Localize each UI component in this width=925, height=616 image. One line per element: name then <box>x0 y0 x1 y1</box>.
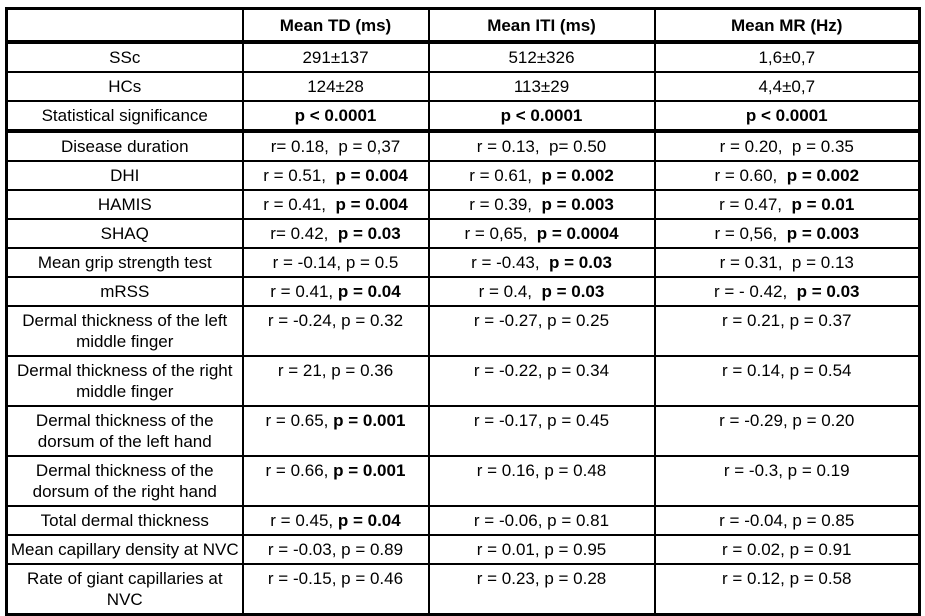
table-row <box>7 190 920 219</box>
value-cell <box>655 277 920 306</box>
table-row <box>7 506 920 535</box>
value-cell <box>243 72 429 101</box>
cell-text: r = 0.61, <box>469 166 542 185</box>
row-label: Disease duration <box>7 131 243 161</box>
value-cell <box>243 131 429 161</box>
cell-text: r = 0.23, p = 0.28 <box>476 569 607 588</box>
cell-text: r = 0.51, <box>263 166 336 185</box>
table-row <box>7 219 920 248</box>
table-row <box>7 406 920 456</box>
cell-text-bold: p < 0.0001 <box>294 106 377 125</box>
column-header: Mean ITI (ms) <box>429 9 655 43</box>
cell-text: r = -0.03, p = 0.89 <box>267 540 404 559</box>
cell-text: r = 0.60, <box>714 166 787 185</box>
cell-text-bold: p = 0.03 <box>337 224 401 243</box>
cell-text-bold: p = 0.004 <box>335 195 408 214</box>
cell-text: r = 0.41, <box>263 195 336 214</box>
row-label: Dermal thickness of the dorsum of the left hand <box>7 406 243 456</box>
value-cell <box>655 356 920 406</box>
value-cell <box>655 190 920 219</box>
cell-text-bold: p = 0.003 <box>786 224 860 243</box>
value-cell <box>655 535 920 564</box>
cell-text-bold: p = 0.004 <box>335 166 408 185</box>
value-cell <box>655 101 920 131</box>
cell-text-bold: p = 0.04 <box>337 282 401 301</box>
cell-text-bold: p < 0.0001 <box>500 106 583 125</box>
value-cell <box>243 101 429 131</box>
table-body <box>7 42 920 615</box>
row-label: mRSS <box>7 277 243 306</box>
value-cell <box>243 161 429 190</box>
cell-text: r = 0.02, p = 0.91 <box>722 540 852 559</box>
value-cell <box>655 306 920 356</box>
value-cell <box>655 161 920 190</box>
cell-text: r = 0.12, p = 0.58 <box>722 569 852 588</box>
column-header: Mean MR (Hz) <box>655 9 920 43</box>
row-label: SHAQ <box>7 219 243 248</box>
table-row <box>7 306 920 356</box>
value-cell <box>243 356 429 406</box>
value-cell <box>655 131 920 161</box>
value-cell <box>429 72 655 101</box>
cell-text: 291±137 <box>302 48 369 67</box>
cell-text-bold: p = 0.001 <box>333 411 406 430</box>
value-cell <box>429 161 655 190</box>
cell-text-bold: p = 0.0004 <box>536 224 619 243</box>
row-label: Mean capillary density at NVC <box>7 535 243 564</box>
cell-text: 512±326 <box>508 48 575 67</box>
cell-text: r = -0.27, p = 0.25 <box>473 311 610 330</box>
cell-text-bold: p = 0.01 <box>791 195 855 214</box>
table-header <box>7 9 920 43</box>
value-cell <box>243 219 429 248</box>
header-row <box>7 9 920 43</box>
cell-text: r = -0.3, p = 0.19 <box>723 461 850 480</box>
cell-text: r = 0.14, p = 0.54 <box>722 361 852 380</box>
cell-text-bold: p = 0.003 <box>541 195 614 214</box>
value-cell <box>429 190 655 219</box>
table-row <box>7 356 920 406</box>
cell-text: r = 0.16, p = 0.48 <box>476 461 607 480</box>
cell-text: r = -0.14, p = 0.5 <box>272 253 399 272</box>
cell-text: r = -0.24, p = 0.32 <box>267 311 404 330</box>
value-cell <box>243 456 429 506</box>
value-cell <box>243 406 429 456</box>
cell-text-bold: p = 0.03 <box>541 282 605 301</box>
value-cell <box>655 72 920 101</box>
table-row <box>7 131 920 161</box>
cell-text: r = 0.45, <box>270 511 338 530</box>
value-cell <box>243 190 429 219</box>
cell-text: r = -0.43, <box>471 253 550 272</box>
value-cell <box>655 456 920 506</box>
cell-text: r = 0,56, <box>714 224 787 243</box>
cell-text: r = 0.20, p = 0.35 <box>719 137 854 156</box>
row-label: Mean grip strength test <box>7 248 243 277</box>
row-label: Dermal thickness of the left middle finger <box>7 306 243 356</box>
cell-text: r = -0.17, p = 0.45 <box>473 411 610 430</box>
cell-text: r = -0.29, p = 0.20 <box>719 411 855 430</box>
cell-text: r = -0.15, p = 0.46 <box>267 569 404 588</box>
value-cell <box>655 506 920 535</box>
row-label: HCs <box>7 72 243 101</box>
cell-text: r= 0.18, p = 0,37 <box>270 137 401 156</box>
table-row <box>7 42 920 72</box>
value-cell <box>655 219 920 248</box>
value-cell <box>243 535 429 564</box>
cell-text: r = 0.41, <box>270 282 338 301</box>
cell-text: r= 0.42, <box>270 224 338 243</box>
value-cell <box>429 456 655 506</box>
cell-text: 113±29 <box>513 77 570 96</box>
cell-text-bold: p = 0.03 <box>796 282 860 301</box>
cell-text: r = -0.22, p = 0.34 <box>473 361 610 380</box>
cell-text: r = -0.06, p = 0.81 <box>473 511 610 530</box>
value-cell <box>243 42 429 72</box>
value-cell <box>243 564 429 615</box>
table-row <box>7 72 920 101</box>
table-row <box>7 564 920 615</box>
cell-text-bold: p = 0.002 <box>786 166 860 185</box>
cell-text: r = 0.65, <box>265 411 334 430</box>
row-label: SSc <box>7 42 243 72</box>
row-label: Statistical significance <box>7 101 243 131</box>
cell-text: r = - 0.42, <box>713 282 797 301</box>
row-label: DHI <box>7 161 243 190</box>
value-cell <box>429 506 655 535</box>
cell-text-bold: p = 0.002 <box>541 166 614 185</box>
value-cell <box>243 248 429 277</box>
cell-text: 124±28 <box>307 77 364 96</box>
cell-text: 1,6±0,7 <box>758 48 816 67</box>
cell-text: 4,4±0,7 <box>758 77 816 96</box>
row-label: Dermal thickness of the right middle finger <box>7 356 243 406</box>
table-row <box>7 535 920 564</box>
table-row <box>7 277 920 306</box>
cell-text: r = 0.4, <box>478 282 542 301</box>
value-cell <box>429 356 655 406</box>
cell-text: r = 0.13, p= 0.50 <box>476 137 607 156</box>
row-label: Dermal thickness of the dorsum of the right hand <box>7 456 243 506</box>
value-cell <box>429 535 655 564</box>
value-cell <box>429 42 655 72</box>
value-cell <box>429 306 655 356</box>
cell-text-bold: p < 0.0001 <box>745 106 828 125</box>
row-label: Rate of giant capillaries at NVC <box>7 564 243 615</box>
value-cell <box>429 219 655 248</box>
value-cell <box>243 277 429 306</box>
value-cell <box>429 248 655 277</box>
cell-text: r = 0.31, p = 0.13 <box>719 253 854 272</box>
value-cell <box>429 406 655 456</box>
cell-text: r = -0.04, p = 0.85 <box>719 511 855 530</box>
value-cell <box>243 306 429 356</box>
value-cell <box>243 506 429 535</box>
value-cell <box>655 248 920 277</box>
cell-text: r = 0,65, <box>464 224 537 243</box>
cell-text-bold: p = 0.03 <box>549 253 612 272</box>
cell-text: r = 0.21, p = 0.37 <box>722 311 852 330</box>
table-row <box>7 248 920 277</box>
table-row <box>7 161 920 190</box>
cell-text: r = 0.01, p = 0.95 <box>476 540 607 559</box>
cell-text-bold: p = 0.04 <box>337 511 401 530</box>
cell-text: r = 0.39, <box>469 195 542 214</box>
cell-text: r = 21, p = 0.36 <box>277 361 394 380</box>
value-cell <box>429 564 655 615</box>
cell-text: r = 0.66, <box>265 461 334 480</box>
table-row <box>7 101 920 131</box>
cell-text: r = 0.47, <box>719 195 792 214</box>
results-table <box>5 7 921 616</box>
value-cell <box>655 406 920 456</box>
value-cell <box>429 101 655 131</box>
table-row <box>7 456 920 506</box>
value-cell <box>429 277 655 306</box>
cell-text-bold: p = 0.001 <box>333 461 406 480</box>
value-cell <box>655 42 920 72</box>
row-label: Total dermal thickness <box>7 506 243 535</box>
corner-header-cell <box>7 9 243 43</box>
row-label: HAMIS <box>7 190 243 219</box>
value-cell <box>429 131 655 161</box>
value-cell <box>655 564 920 615</box>
column-header: Mean TD (ms) <box>243 9 429 43</box>
